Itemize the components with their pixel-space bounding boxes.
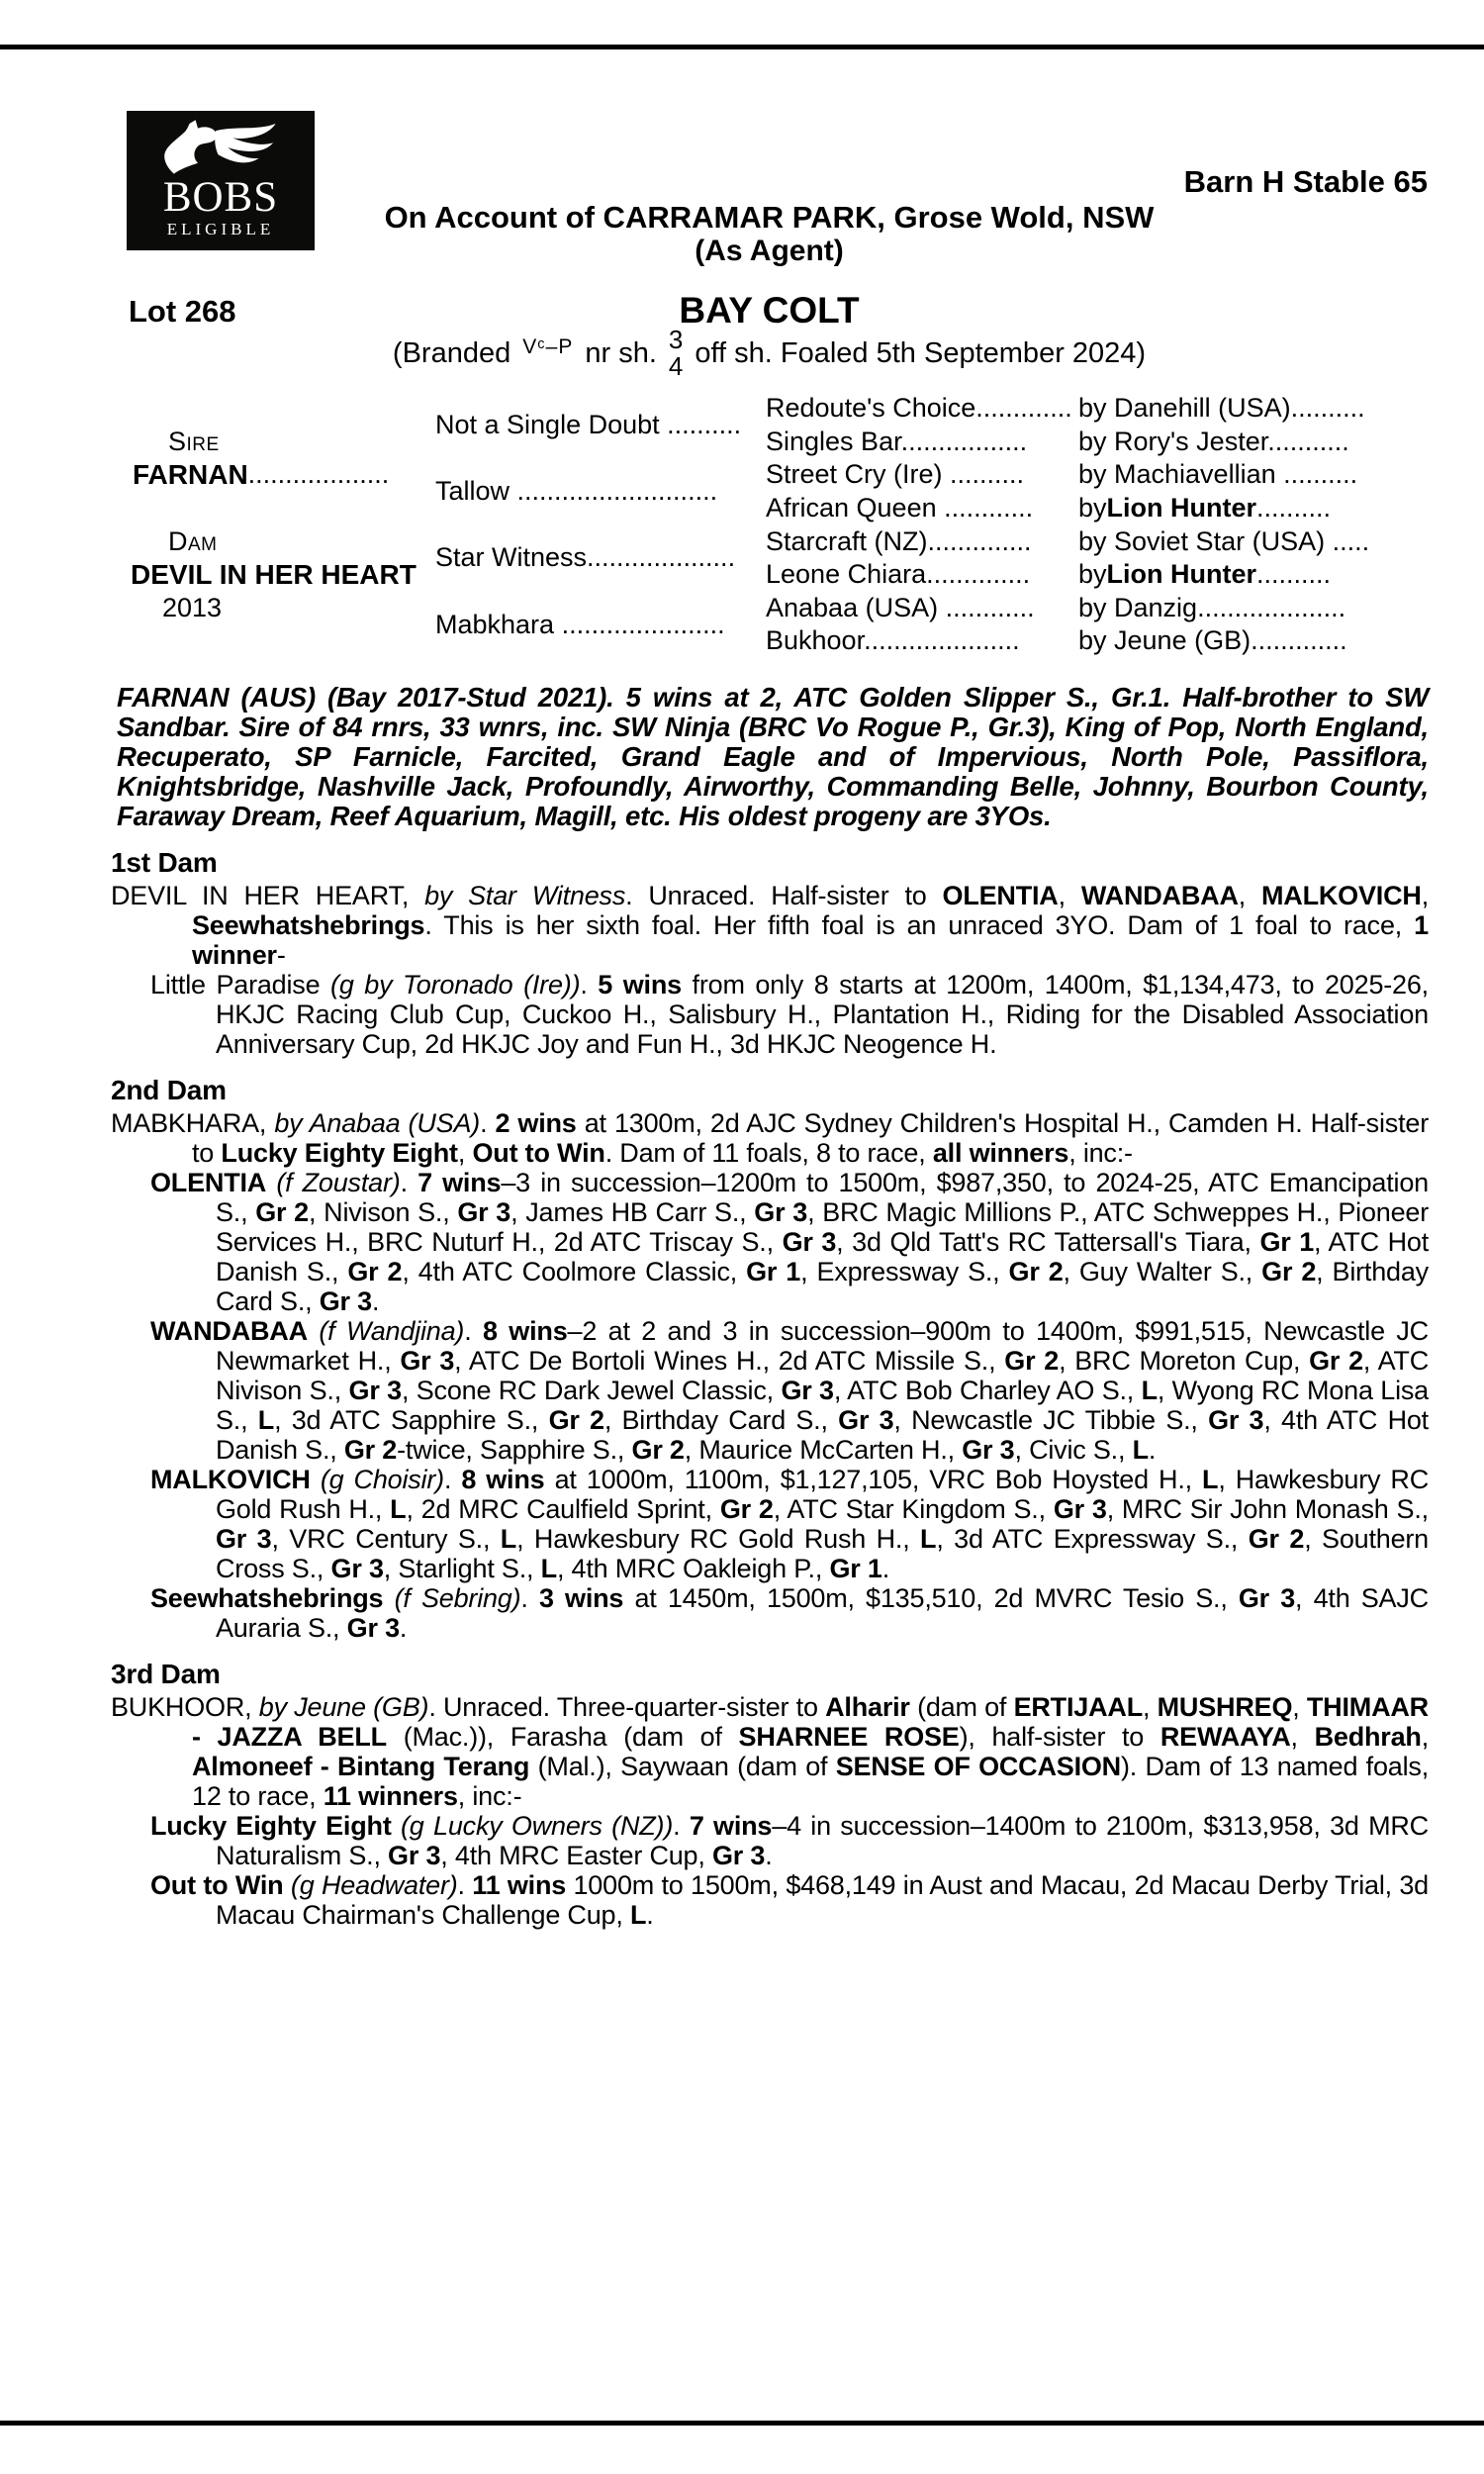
- brand-fraction-numerator: 3: [668, 325, 684, 354]
- gen2-sire-sire: Not a Single Doubt ..........: [435, 410, 742, 440]
- brand-line-nr: nr sh.: [585, 336, 657, 369]
- gen3-row7-name: Bukhoor.....................: [766, 625, 1020, 656]
- gen3-row1-by: by Rory's Jester...........: [1078, 426, 1349, 456]
- gen3-row5-by: by Lion Hunter ..........: [1078, 559, 1332, 590]
- heading-1st-dam: 1st Dam: [111, 847, 218, 878]
- sire-name: [111, 458, 435, 492]
- dam2-paragraph: MABKHARA, by Anabaa (USA). 2 wins at 1300m, 2d AJC Sydney Children's Hospital H., Camden H. Half-sister to Lucky Eighty Eight, Out to Win. Dam of 11 foals, 8 to race, all winners, inc:-: [111, 1108, 1429, 1168]
- entry-lucky-eighty-eight: Lucky Eighty Eight (g Lucky Owners (NZ)). 7 wins–4 in succession–1400m to 2100m, $313,958, 3d MRC Naturalism S., Gr 3, 4th MRC Easter Cup, Gr 3.: [150, 1811, 1429, 1870]
- bobs-logo-subtitle: ELIGIBLE: [166, 220, 275, 238]
- agent-line: (As Agent): [695, 235, 844, 267]
- pedigree-table: [111, 392, 1429, 658]
- gen3-row2-name: Street Cry (Ire) ..........: [766, 459, 1025, 490]
- entry-seewhatshebrings: Seewhatshebrings (f Sebring). 3 wins at 1450m, 1500m, $135,510, 2d MVRC Tesio S., Gr 3, 4th SAJC Auraria S., Gr 3.: [150, 1583, 1429, 1643]
- dam-label: Dam: [168, 525, 218, 556]
- dam-name: DEVIL IN HER HEART: [131, 558, 417, 590]
- gen3-row2-by: by Machiavellian ..........: [1078, 459, 1358, 490]
- heading-3rd-dam: 3rd Dam: [111, 1659, 221, 1689]
- horse-head-icon: [146, 119, 295, 176]
- lot-number: Lot 268: [129, 294, 236, 329]
- brand-line: [111, 327, 1428, 381]
- consignor-line: On Account of CARRAMAR PARK, Grose Wold, NSW: [384, 200, 1155, 235]
- brand-fraction: [669, 327, 683, 381]
- gen3-row0-by: by Danehill (USA)..........: [1078, 393, 1365, 424]
- entry-olentia: OLENTIA (f Zoustar). 7 wins–3 in succession–1200m to 1500m, $987,350, to 2024-25, ATC Emancipation S., Gr 2, Nivison S., Gr 3, James HB Carr S., Gr 3, BRC Magic Millions P., ATC Schweppes H., Pioneer Services H., BRC Nuturf H., 2d ATC Triscay S., Gr 3, 3d Qld Tatt's RC Tattersall's Tiara, Gr 1, ATC Hot Danish S., Gr 2, 4th ATC Coolmore Classic, Gr 1, Expressway S., Gr 2, Guy Walter S., Gr 2, Birthday Card S., Gr 3.: [150, 1168, 1430, 1316]
- brand-line-prefix: (Branded: [392, 336, 511, 369]
- dam1-paragraph: DEVIL IN HER HEART, by Star Witness. Unraced. Half-sister to OLENTIA, WANDABAA, MALKOVICH, Seewhatshebrings. This is her sixth foal. Her fifth foal is an unraced 3YO. Dam of 1 foal to race, 1 winner-: [111, 881, 1429, 970]
- gen3-row0-name: Redoute's Choice.............: [766, 393, 1072, 424]
- entry-malkovich: MALKOVICH (g Choisir). 8 wins at 1000m, 1100m, $1,127,105, VRC Bob Hoysted H., L, Hawkesbury RC Gold Rush H., L, 2d MRC Caulfield Sprint, Gr 2, ATC Star Kingdom S., Gr 3, MRC Sir John Monash S., Gr 3, VRC Century S., L, Hawkesbury RC Gold Rush H., L, 3d ATC Expressway S., Gr 2, Southern Cross S., Gr 3, Starlight S., L, 4th MRC Oakleigh P., Gr 1.: [150, 1465, 1429, 1583]
- brand-line-suffix: off sh. Foaled 5th September 2024): [695, 336, 1147, 369]
- gen3-row7-by: by Jeune (GB).............: [1078, 625, 1347, 656]
- bobs-logo-acronym: BOBS: [162, 174, 279, 221]
- entry-wandabaa: WANDABAA (f Wandjina). 8 wins–2 at 2 and 3 in succession–900m to 1400m, $991,515, Newcastle JC Newmarket H., Gr 3, ATC De Bortoli Wines H., 2d ATC Missile S., Gr 2, BRC Moreton Cup, Gr 2, ATC Nivison S., Gr 3, Scone RC Dark Jewel Classic, Gr 3, ATC Bob Charley AO S., L, Wyong RC Mona Lisa S., L, 3d ATC Sapphire S., Gr 2, Birthday Card S., Gr 3, Newcastle JC Tibbie S., Gr 3, 4th ATC Hot Danish S., Gr 2-twice, Sapphire S., Gr 2, Maurice McCarten H., Gr 3, Civic S., L.: [150, 1316, 1429, 1465]
- catalogue-body: [111, 659, 1429, 1930]
- brand-mark: Vᶜ–P: [522, 335, 574, 359]
- gen3-row5-name: Leone Chiara..............: [766, 559, 1031, 590]
- brand-fraction-denominator: 4: [668, 351, 684, 382]
- top-rule: [0, 45, 1484, 49]
- sire-name-dots: ...................: [247, 459, 390, 490]
- horse-title: BAY COLT: [679, 290, 860, 331]
- sire-label: Sire: [168, 426, 220, 456]
- gen3-row6-name: Anabaa (USA) ............: [766, 592, 1035, 622]
- entry-little-paradise: Little Paradise (g by Toronado (Ire)). 5 wins from only 8 starts at 1200m, 1400m, $1,134,473, to 2025-26, HKJC Racing Club Cup, Cuckoo H., Salisbury H., Plantation H., Riding for the Disabled Association Anniversary Cup, 2d HKJC Joy and Fun H., 3d HKJC Neogence H.: [150, 970, 1429, 1059]
- gen3-row6-by: by Danzig....................: [1078, 592, 1346, 622]
- sire-summary: FARNAN (AUS) (Bay 2017-Stud 2021). 5 wins at 2, ATC Golden Slipper S., Gr.1. Half-brother to SW Sandbar. Sire of 84 rnrs, 33 wnrs, inc. SW Ninja (BRC Vo Rogue P., Gr.3), King of Pop, North England, Recuperato, SP Farnicle, Farcited, Grand Eagle and of Impervious, North Pole, Passiflora, Knightsbridge, Nashville Jack, Profoundly, Airworthy, Commanding Belle, Johnny, Bourbon County, Faraway Dream, Reef Aquarium, Magill, etc. His oldest progeny are 3YOs.: [117, 682, 1429, 831]
- gen3-row4-by: by Soviet Star (USA) .....: [1078, 525, 1370, 556]
- gen2-dam-dam: Mabkhara ......................: [435, 609, 725, 639]
- dam-year: 2013: [162, 592, 223, 622]
- entry-out-to-win: Out to Win (g Headwater). 11 wins 1000m to 1500m, $468,149 in Aust and Macau, 2d Macau Derby Trial, 3d Macau Chairman's Challenge Cup, L.: [150, 1870, 1429, 1930]
- gen2-sire-dam: Tallow ...........................: [435, 476, 718, 507]
- gen3-row1-name: Singles Bar.................: [766, 426, 1028, 456]
- gen3-row4-name: Starcraft (NZ)..............: [766, 525, 1032, 556]
- gen2-dam-sire: Star Witness....................: [435, 542, 736, 573]
- gen3-row3-name: African Queen ............: [766, 493, 1034, 523]
- heading-2nd-dam: 2nd Dam: [111, 1075, 227, 1105]
- dam3-paragraph: BUKHOOR, by Jeune (GB). Unraced. Three-quarter-sister to Alharir (dam of ERTIJAAL, MUSHREQ, THIMAAR - JAZZA BELL (Mac.)), Farasha (dam of SHARNEE ROSE), half-sister to REWAAYA, Bedhrah, Almoneef - Bintang Terang (Mal.), Saywaan (dam of SENSE OF OCCASION). Dam of 13 named foals, 12 to race, 11 winners, inc:-: [111, 1692, 1430, 1811]
- sire-name-text: FARNAN: [133, 458, 248, 490]
- gen3-row3-by: by Lion Hunter ..........: [1078, 493, 1332, 523]
- barn-stable-label: Barn H Stable 65: [1183, 164, 1428, 199]
- bottom-rule: [0, 2421, 1484, 2426]
